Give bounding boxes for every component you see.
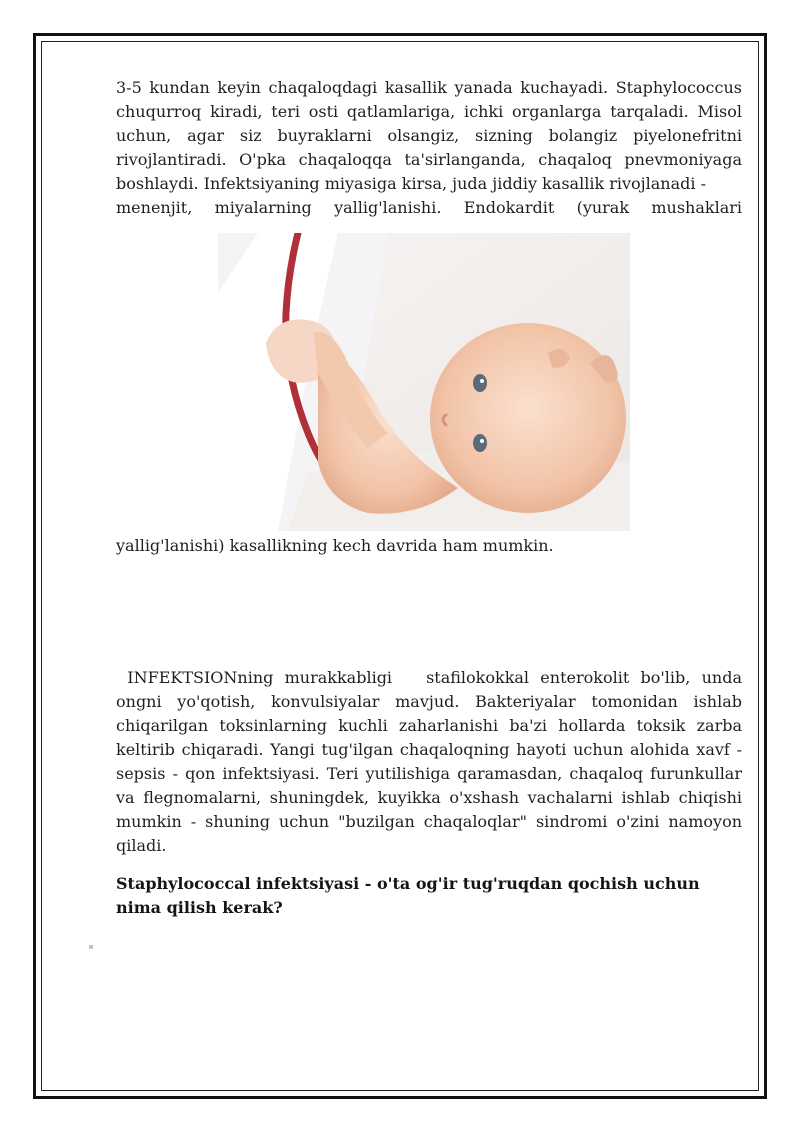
- paragraph-2-start: INFEKTSIONning murakkabligi: [127, 668, 393, 687]
- stray-mark: [89, 945, 93, 949]
- paragraph-1-continuation: [116, 534, 742, 558]
- section-heading: Staphylococcal infektsiyasi - o'ta og'ir tug'ruqdan qochish uchun nima qilish kerak?: [116, 874, 700, 917]
- paragraph-2-text: stafilokokkal enterokolit bo'lib, unda ongni yo'qotish, konvulsiyalar mavjud. Bakteriyalar tomonidan ishlab chiqarilgan toksinlarning kuchli zaharlanishi ba'zi hollarda toksik zarba keltirib chiqaradi. Yangi tug'ilgan chaqaloqning hayoti uchun alohida xavf - sepsis - qon infektsiyasi. Teri yutilishiga qaramasdan, chaqaloq furunkullar va flegnomalarni, shuningdek, kuyikka o'xshash vachalarni ishlab chiqishi mumkin - shuning uchun "buzilgan chaqaloqlar" sindromi o'zini namoyon qiladi.: [116, 668, 743, 855]
- paragraph-1-continued-text: yallig'lanishi) kasallikning kech davrida ham mumkin.: [116, 536, 554, 555]
- paragraph-1-text: 3-5 kundan keyin chaqaloqdagi kasallik yanada kuchayadi. Staphylococcus chuqurroq kiradi, teri osti qatlamlariga, ichki organlarga tarqaladi. Misol uchun, agar siz buyraklarni olsangiz, sizning bolangiz piyelonefritni rivojlantiradi. O'pka chaqaloqqa ta'sirlanganda, chaqaloq pnevmoniyaga boshlaydi. Infektsiyaning miyasiga kirsa, juda jiddiy kasallik rivojlanadi -: [116, 78, 742, 193]
- baby-photo: [218, 233, 630, 531]
- paragraph-1-last-line: menenjit, miyalarning yallig'lanishi. Endokardit (yurak mushaklari: [116, 198, 742, 217]
- body-paragraph-2: [116, 666, 742, 858]
- body-paragraph-1: [116, 76, 742, 220]
